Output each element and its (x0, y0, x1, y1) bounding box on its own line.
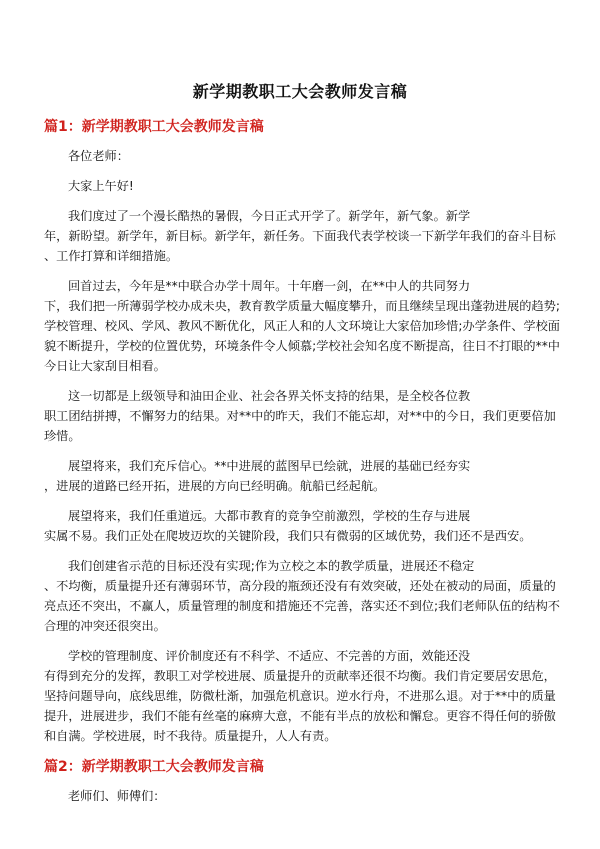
paragraph-line: 、不均衡，质量提升还有薄弱环节，高分段的瓶颈还没有有效突破，还处在被动的局面，质量的 (44, 579, 556, 593)
greeting-text: 各位老师： (68, 149, 129, 163)
greeting-text: 老师们、师傅们： (68, 789, 166, 803)
paragraph-line: 坚持问题导向，底线思维，防微杜渐，加强危机意识。逆水行舟，不进那么退。对于**中的质量 (44, 689, 556, 703)
paragraph-line: 年，新盼望。新学年，新目标。新学年，新任务。下面我代表学校谈一下新学年我们的奋斗目标 (44, 229, 556, 243)
paragraph-2 (44, 276, 560, 376)
paragraph-line: 有得到充分的发挥，教职工对学校进展、质量提升的贡献率还很不均衡。我们肯定要居安思危， (44, 669, 556, 683)
paragraph-line: 亮点还不突出，不赢人，质量管理的制度和措施还不完善，落实还不到位;我们老师队伍的结构不 (44, 599, 560, 613)
document-title: 新学期教职工大会教师发言稿 (192, 82, 408, 101)
paragraph-line: 今日让大家刮目相看。 (44, 359, 166, 373)
paragraph-line: 我们度过了一个漫长酷热的暑假，今日正式开学了。新学年，新气象。新学 (68, 209, 471, 223)
section-1-greeting (44, 146, 556, 166)
paragraph-4 (44, 456, 556, 496)
section-2-heading: 篇2：新学期教职工大会教师发言稿 (44, 759, 264, 775)
section-2-greeting (44, 786, 556, 806)
paragraph-line: 下，我们把一所薄弱学校办成未央，教育教学质量大幅度攀升，而且继续呈现出蓬勃进展的趋势; (44, 299, 560, 313)
section-1-heading: 篇1：新学期教职工大会教师发言稿 (44, 119, 264, 135)
paragraph-line: 这一切都是上级领导和油田企业、社会各界关怀支持的结果，是全校各位教 (68, 389, 471, 403)
paragraph-line: 提升，进展进步，我们不能有丝毫的麻痹大意，不能有半点的放松和懈怠。更容不得任何的骄傲 (44, 709, 556, 723)
paragraph-1 (44, 206, 556, 266)
paragraph-3 (44, 386, 556, 446)
paragraph-line: 学校管理、校风、学风、教风不断优化，风正人和的人文环境让大家倍加珍惜;办学条件、学校面 (44, 319, 560, 333)
paragraph-6 (44, 556, 560, 636)
paragraph-line: 展望将来，我们充斥信心。**中进展的蓝图早已绘就，进展的基础已经夯实 (68, 459, 471, 473)
paragraph-line: 我们创建省示范的目标还没有实现;作为立校之本的教学质量，进展还不稳定 (68, 559, 475, 573)
salutation-text: 大家上午好! (68, 179, 134, 193)
paragraph-line: 貌不断提升，学校的位置优势，环境条件令人倾慕;学校社会知名度不断提高，往日不打眼的**中 (44, 339, 560, 353)
paragraph-line: ，进展的道路已经开拓，进展的方向已经明确。航船已经起航。 (44, 479, 386, 493)
paragraph-line: 珍惜。 (44, 429, 81, 443)
paragraph-line: 和自满。学校进展，时不我待。质量提升，人人有责。 (44, 729, 337, 743)
paragraph-line: 回首过去，今年是**中联合办学十周年。十年磨一剑，在**中人的共同努力 (68, 279, 471, 293)
paragraph-5 (44, 506, 556, 546)
paragraph-line: 职工团结拼搏，不懈努力的结果。对**中的昨天，我们不能忘却，对**中的今日，我们更要倍加 (44, 409, 556, 423)
paragraph-line: 、工作打算和详细措施。 (44, 249, 179, 263)
paragraph-line: 合理的冲突还很突出。 (44, 619, 166, 633)
paragraph-line: 展望将来，我们任重道远。大都市教育的竞争空前激烈，学校的生存与进展 (68, 509, 471, 523)
section-1-salutation (44, 176, 556, 196)
paragraph-line: 实属不易。我们正处在爬坡迈坎的关键阶段，我们只有微弱的区域优势，我们还不是西安。 (44, 529, 532, 543)
paragraph-7 (44, 646, 556, 746)
paragraph-line: 学校的管理制度、评价制度还有不科学、不适应、不完善的方面，效能还没 (68, 649, 471, 663)
